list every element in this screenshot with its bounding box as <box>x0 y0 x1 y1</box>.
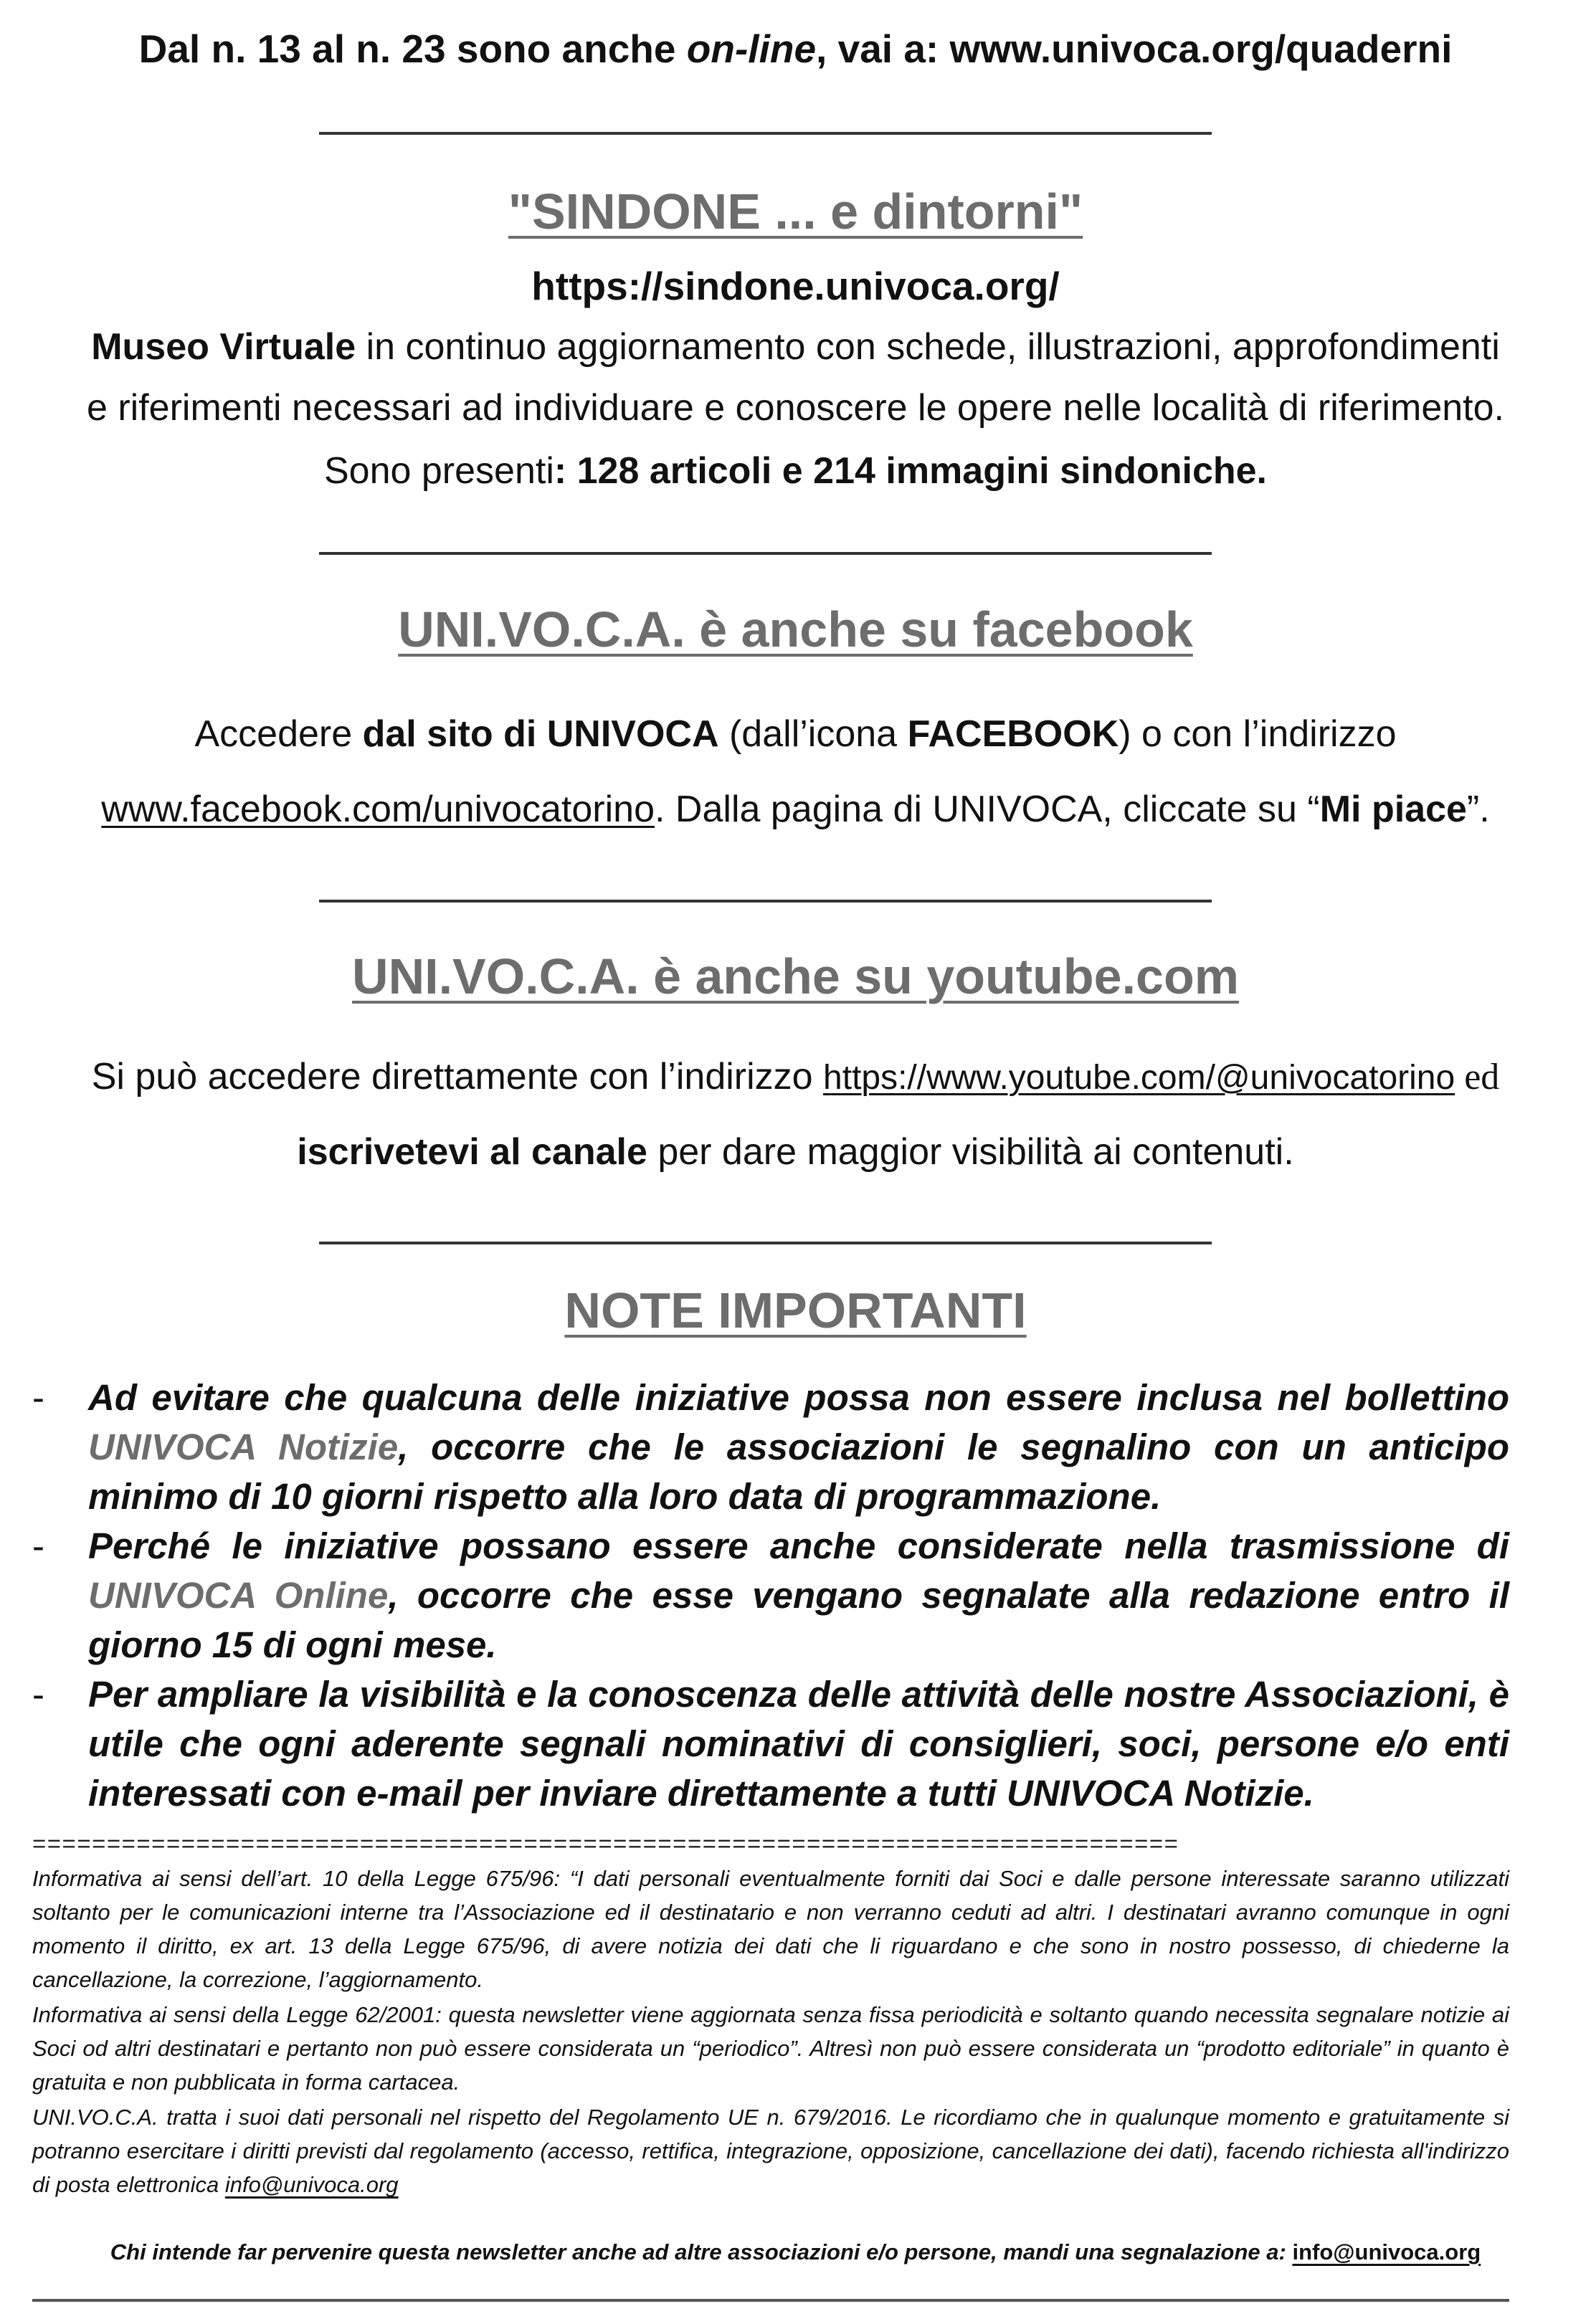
equals-divider: ============================================================================= <box>32 1830 1179 1857</box>
privacy-paragraph-3: UNI.VO.C.A. tratta i suoi dati personali nel rispetto del Regolamento UE n. 679/2016. Le ricordiamo che in qualunque momento e gratuitamente si potranno esercitare i diritti previsti dal regolamento (accesso, rettifica, integrazione, opposizione, cancellazione dei dati), facendo richiesta all'indirizzo di posta elettronica info@univoca.org <box>32 2105 1509 2197</box>
youtube-link[interactable]: https://www.youtube.com/@univocatorino <box>823 1059 1455 1097</box>
facebook-link[interactable]: www.facebook.com/univocatorino <box>101 789 655 830</box>
note-item: - Perché le iniziative possano essere anche considerate nella trasmissione di UNIVOCA Online, occorre che esse vengano segnalate alla redazione entro il giorno 15 di ogni mese. <box>32 1525 1509 1665</box>
separator <box>319 900 1212 903</box>
youtube-line-1: Si può accedere direttamente con l’indirizzo https://www.youtube.com/@univocatorino ed <box>91 1056 1500 1097</box>
separator <box>319 552 1212 555</box>
email-link[interactable]: info@univoca.org <box>224 2172 399 2197</box>
notes-title: NOTE IMPORTANTI <box>564 1282 1027 1338</box>
facebook-line-1: Accedere dal sito di UNIVOCA (dall’icona FACEBOOK) o con l’indirizzo <box>194 713 1397 755</box>
email-link[interactable]: info@univoca.org <box>1292 2239 1481 2265</box>
youtube-title: UNI.VO.C.A. è anche su youtube.com <box>352 948 1239 1004</box>
privacy-paragraph-2: Informativa ai sensi della Legge 62/2001: questa newsletter viene aggiornata senza fissa periodicità e soltanto quando necessita segnalare notizie ai Soci od altri destinatari e pertanto non può essere considerata un “periodico”. Altresì non può essere considerata un “prodotto editoriale” in quanto è gratuita e non pubblicata in forma cartacea. <box>32 2002 1509 2095</box>
facebook-line-2: www.facebook.com/univocatorino. Dalla pagina di UNIVOCA, cliccate su “Mi piace”. <box>101 789 1490 830</box>
separator <box>319 1242 1212 1244</box>
quaderni-notice: Dal n. 13 al n. 23 sono anche on-line, vai a: www.univoca.org/quaderni <box>138 27 1453 71</box>
notes-list <box>32 1373 1509 1818</box>
final-notice: Chi intende far pervenire questa newsletter anche ad altre associazioni e/o persone, mandi una segnalazione a: info@univoca.org <box>110 2239 1481 2265</box>
youtube-line-2: iscrivetevi al canale per dare maggior visibilità ai contenuti. <box>297 1131 1294 1173</box>
note-item: - Ad evitare che qualcuna delle iniziative possa non essere inclusa nel bollettino UNIVOCA Notizie, occorre che le associazioni le segnalino con un anticipo minimo di 10 giorni rispetto alla loro data di programmazione. <box>32 1377 1510 1517</box>
bottom-rule <box>32 2299 1509 2302</box>
sindone-description-line-3: Sono presenti: 128 articoli e 214 immagini sindoniche. <box>323 450 1267 492</box>
sindone-description-line-2: e riferimenti necessari ad individuare e conoscere le opere nelle località di riferimento. <box>86 387 1504 429</box>
separator <box>319 132 1212 135</box>
sindone-description-line-1: Museo Virtuale in continuo aggiornamento con schede, illustrazioni, approfondimenti <box>91 326 1500 368</box>
privacy-paragraph-1: Informativa ai sensi dell’art. 10 della Legge 675/96: “I dati personali eventualmente forniti dai Soci e dalle persone interessate saranno utilizzati soltanto per le comunicazioni interne tra l’Associazione ed il destinatario e non verranno ceduti ad altri. I destinatari avranno comunque in ogni momento il diritto, ex art. 13 della Legge 675/96, di avere notizia dei dati che li riguardano e che sono in nostro possesso, di chiederne la cancellazione, la correzione, l’aggiornamento. <box>32 1866 1509 1992</box>
note-item: - Per ampliare la visibilità e la conoscenza delle attività delle nostre Associazioni, è utile che ogni aderente segnali nominativi di consiglieri, soci, persone e/o enti interessati con e-mail per inviare direttamente a tutti UNIVOCA Notizie. <box>32 1674 1509 1814</box>
facebook-title: UNI.VO.C.A. è anche su facebook <box>398 601 1193 657</box>
sindone-title: "SINDONE ... e dintorni" <box>508 184 1083 239</box>
sindone-url[interactable]: https://sindone.univoca.org/ <box>531 264 1060 308</box>
